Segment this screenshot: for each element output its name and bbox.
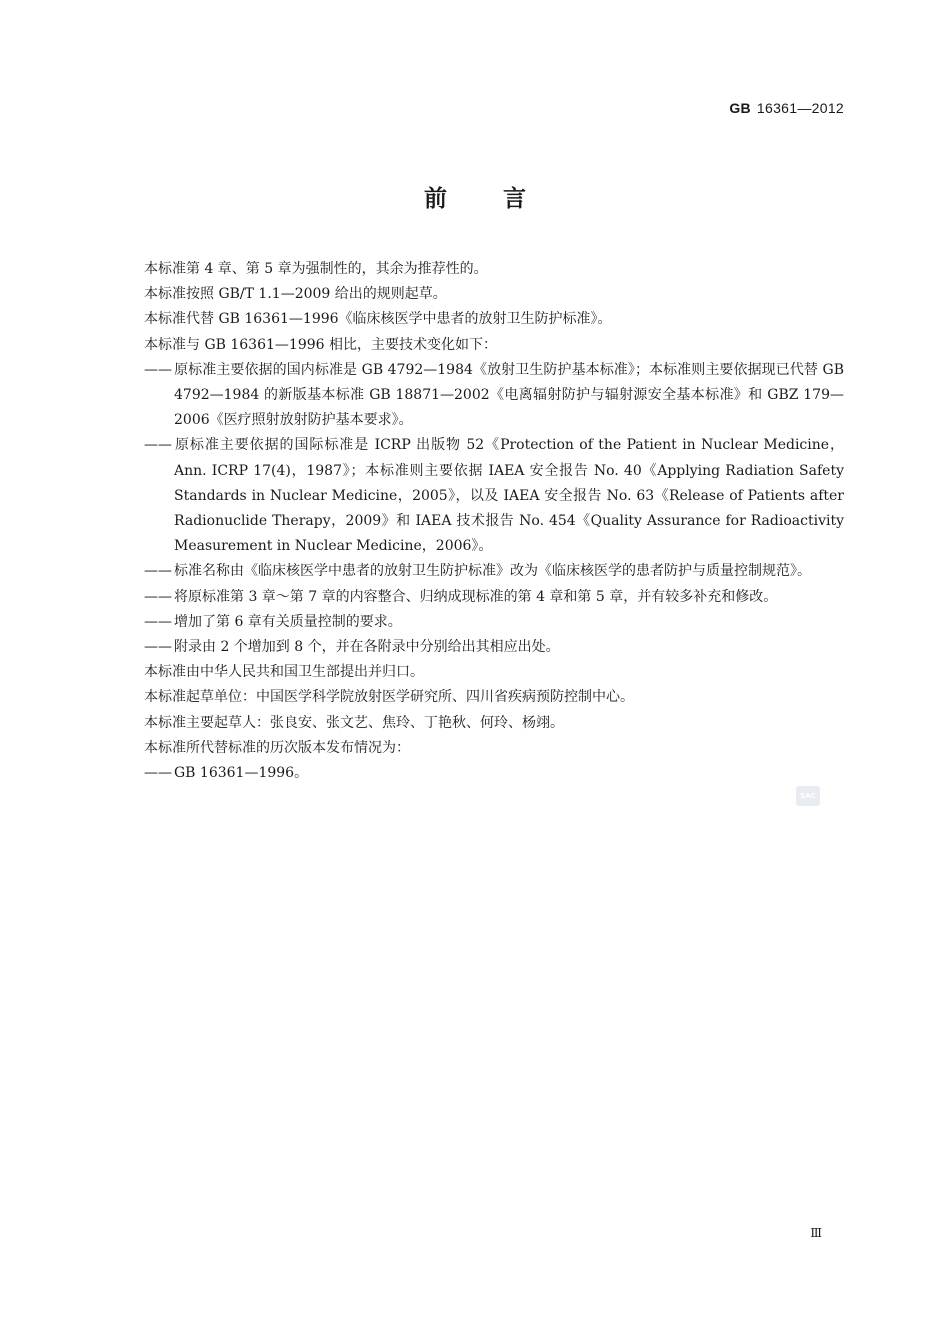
change-item <box>144 559 844 584</box>
paragraph-history-intro: 本标准所代替标准的历次版本发布情况为： <box>144 739 410 756</box>
standard-number <box>729 100 844 116</box>
change-item-text: 附录由 2 个增加到 8 个，并在各附录中分别给出其相应出处。 <box>174 639 560 656</box>
dash-marker: —— <box>144 765 172 782</box>
change-item <box>144 610 844 635</box>
dash-marker: —— <box>144 437 172 454</box>
change-item-text: 增加了第 6 章有关质量控制的要求。 <box>174 613 402 630</box>
paragraph-changes-intro: 本标准与 GB 16361—1996 相比，主要技术变化如下： <box>144 336 497 353</box>
dash-marker: —— <box>144 588 172 605</box>
standard-prefix: GB <box>729 100 751 116</box>
paragraph-proposer: 本标准由中华人民共和国卫生部提出并归口。 <box>144 664 424 681</box>
page-number: Ⅲ <box>810 1226 822 1240</box>
paragraph-replaces: 本标准代替 GB 16361—1996《临床核医学中患者的放射卫生防护标准》。 <box>144 311 612 328</box>
foreword-body <box>144 257 844 786</box>
change-item-text: 标准名称由《临床核医学中患者的放射卫生防护标准》改为《临床核医学的患者防护与质量控制规范》。 <box>174 563 811 580</box>
dash-marker: —— <box>144 639 172 656</box>
change-item <box>144 358 844 434</box>
change-item <box>144 585 844 610</box>
change-item-text: 将原标准第 3 章～第 7 章的内容整合、归纳成现标准的第 4 章和第 5 章，并有较多补充和修改。 <box>174 588 778 605</box>
history-item <box>144 761 844 786</box>
change-item <box>144 433 844 559</box>
paragraph-drafting-units: 本标准起草单位：中国医学科学院放射医学研究所、四川省疾病预防控制中心。 <box>144 689 634 706</box>
paragraph-drafters: 本标准主要起草人：张良安、张文艺、焦玲、丁艳秋、何玲、杨翊。 <box>144 714 564 731</box>
dash-marker: —— <box>144 361 172 378</box>
change-item <box>144 635 844 660</box>
paragraph-drafting-rules: 本标准按照 GB/T 1.1—2009 给出的规则起草。 <box>144 286 447 303</box>
page-title: 前言 <box>424 186 582 212</box>
dash-marker: —— <box>144 613 172 630</box>
sac-watermark-logo: SAC <box>796 786 820 806</box>
standard-code: 16361—2012 <box>756 100 844 116</box>
change-item-text: 原标准主要依据的国内标准是 GB 4792—1984《放射卫生防护基本标准》；本标准则主要依据现已代替 GB 4792—1984 的新版基本标准 GB 18871—2002《电离辐射防护与辐射源安全基本标准》和 GBZ 179—2006《医疗照射放射防护基本要求》。 <box>174 361 844 429</box>
history-item-text: GB 16361—1996。 <box>174 765 309 782</box>
paragraph-mandatory-chapters: 本标准第 4 章、第 5 章为强制性的，其余为推荐性的。 <box>144 261 488 277</box>
dash-marker: —— <box>144 563 172 580</box>
change-item-text: 原标准主要依据的国际标准是 ICRP 出版物 52《Protection of the Patient in Nuclear Medicine，Ann. ICRP 17(4)，1987》；本标准则主要依据 IAEA 安全报告 No. 40《Applying Radiation Safety Standards in Nuclear Medicine，2005》，以及 IAEA 安全报告 No. 63《Release of Patients after Radionuclide Therapy，2009》和 IAEA 技术报告 No. 454《Quality Assurance for Radioactivity Measurement in Nuclear Medicine，2006》。 <box>174 437 844 555</box>
